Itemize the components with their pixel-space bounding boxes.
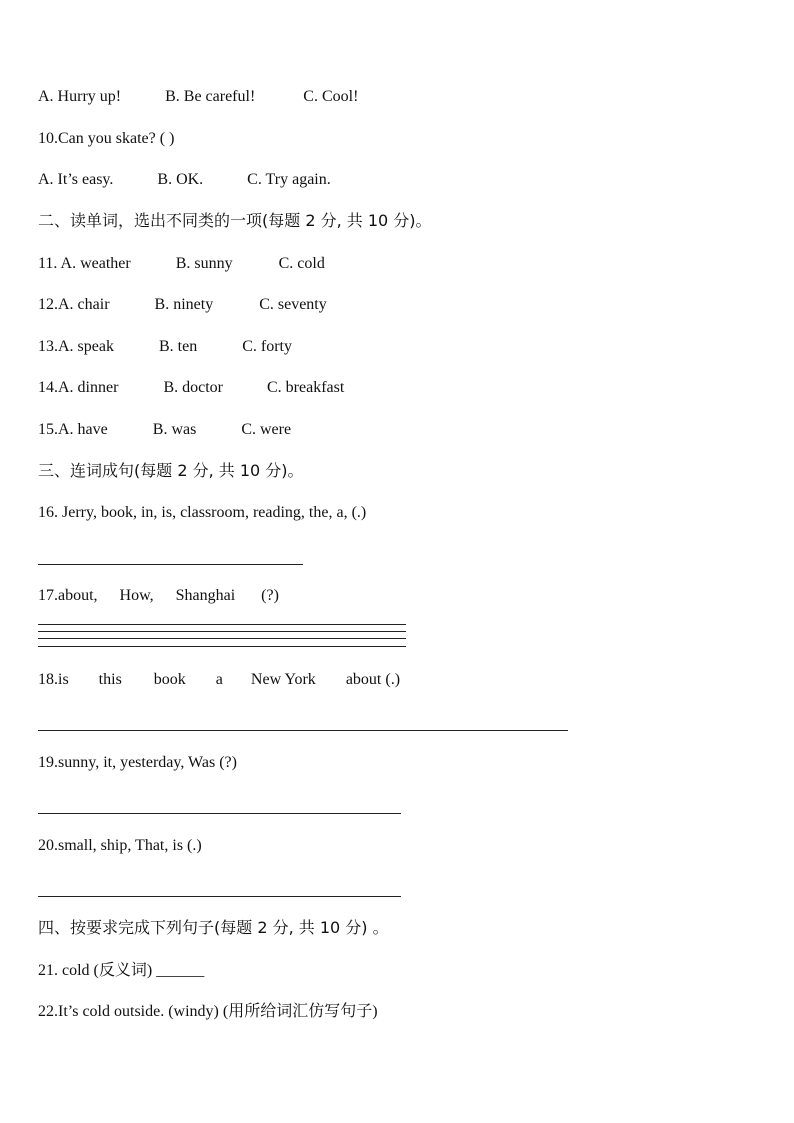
q10-option-c: C. Try again. xyxy=(247,171,331,188)
section3-heading: 三、连词成句(每题 2 分, 共 10 分)。 xyxy=(38,461,304,480)
q19-prompt: 19.sunny, it, yesterday, Was (?) xyxy=(38,754,237,771)
q11-option-b: B. sunny xyxy=(175,255,233,272)
q20-prompt: 20.small, ship, That, is (.) xyxy=(38,837,202,854)
q10-option-a: A. It’s easy. xyxy=(38,171,114,188)
q17-answer-line-3[interactable] xyxy=(38,638,406,639)
q19-answer-line[interactable] xyxy=(38,813,401,814)
section2-heading: 二、读单词，选出不同类的一项(每题 2 分, 共 10 分)。 xyxy=(38,211,432,230)
q11-option-c: C. cold xyxy=(278,255,325,272)
q20-answer-line[interactable] xyxy=(38,896,401,897)
q17-word-3: Shanghai xyxy=(175,587,236,604)
q10-question: 10.Can you skate? ( ) xyxy=(38,130,175,147)
q12-option-c: C. seventy xyxy=(259,296,327,313)
q10-option-b: B. OK. xyxy=(157,171,204,188)
q22-prompt: 22.It’s cold outside. (windy) (用所给词汇仿写句子) xyxy=(38,1003,378,1020)
q18-word-2: this xyxy=(98,671,122,688)
q14-option-a: 14.A. dinner xyxy=(38,379,119,396)
q17-answer-line-2[interactable] xyxy=(38,631,406,632)
section4-heading: 四、按要求完成下列句子(每题 2 分, 共 10 分) 。 xyxy=(38,918,389,937)
q13-option-a: 13.A. speak xyxy=(38,338,114,355)
q12-option-b: B. ninety xyxy=(154,296,214,313)
q17-word-2: How, xyxy=(119,587,154,604)
q17-prompt xyxy=(38,586,279,606)
q18-word-5: New York xyxy=(250,671,316,688)
q21-prompt: 21. cold (反义词) ______ xyxy=(38,962,205,979)
q15-option-a: 15.A. have xyxy=(38,421,108,438)
q9-option-c: C. Cool! xyxy=(303,88,359,105)
q13-option-b: B. ten xyxy=(158,338,198,355)
q18-word-4: a xyxy=(215,671,223,688)
q18-word-6: about (.) xyxy=(345,671,401,688)
q10-options-row xyxy=(38,170,331,190)
q17-answer-line-4[interactable] xyxy=(38,646,406,647)
q14-option-b: B. doctor xyxy=(163,379,223,396)
q18-answer-line[interactable] xyxy=(38,730,568,731)
q11-option-a: 11. A. weather xyxy=(38,255,131,272)
q18-prompt xyxy=(38,670,400,690)
q17-word-4: (?) xyxy=(261,587,279,604)
q16-answer-line[interactable] xyxy=(38,564,303,565)
q13-row xyxy=(38,337,292,357)
q12-row xyxy=(38,295,327,315)
q15-option-b: B. was xyxy=(152,421,197,438)
q11-row xyxy=(38,254,325,274)
q14-option-c: C. breakfast xyxy=(266,379,345,396)
q13-option-c: C. forty xyxy=(242,338,292,355)
q15-row xyxy=(38,420,291,440)
q9-option-a: A. Hurry up! xyxy=(38,88,122,105)
q9-option-b: B. Be careful! xyxy=(165,88,256,105)
q18-word-3: book xyxy=(153,671,186,688)
q18-word-1: 18.is xyxy=(38,671,69,688)
q17-answer-line-1[interactable] xyxy=(38,624,406,625)
q9-options-row xyxy=(38,87,358,107)
q12-option-a: 12.A. chair xyxy=(38,296,110,313)
q14-row xyxy=(38,378,344,398)
q16-prompt: 16. Jerry, book, in, is, classroom, reading, the, a, (.) xyxy=(38,504,367,521)
q15-option-c: C. were xyxy=(241,421,292,438)
q17-word-1: 17.about, xyxy=(38,587,98,604)
